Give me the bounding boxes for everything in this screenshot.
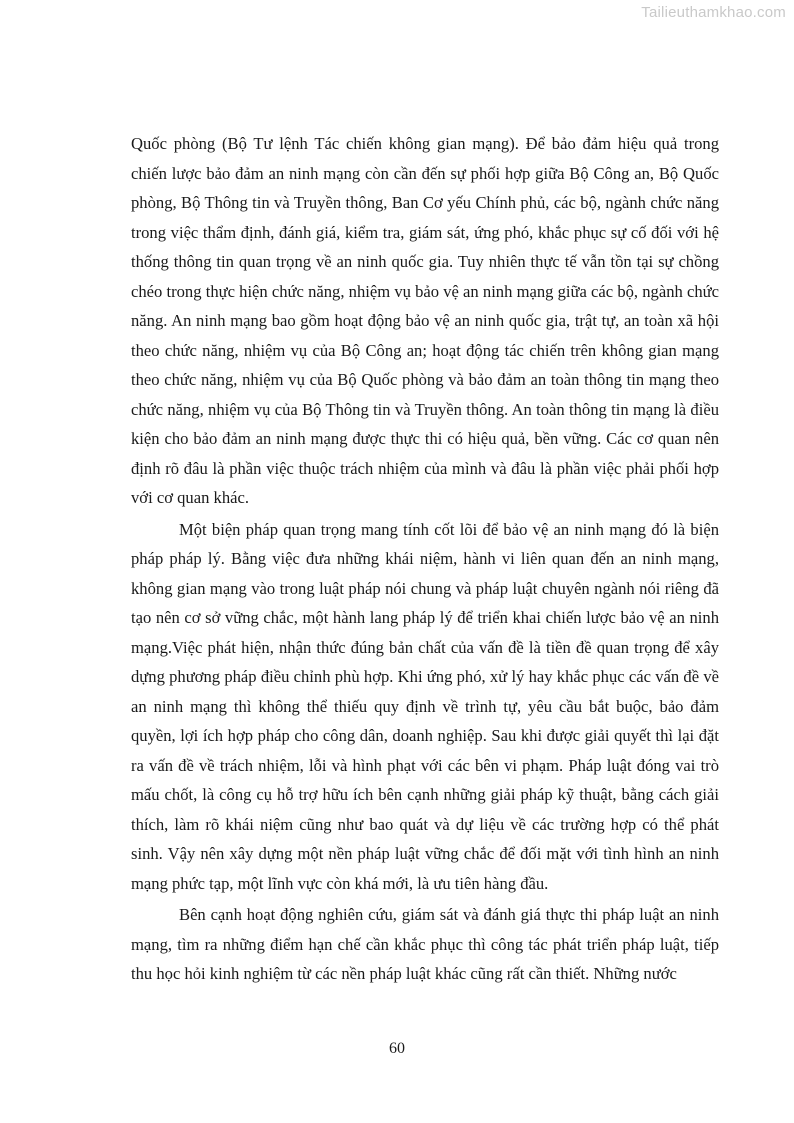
document-body	[131, 129, 719, 991]
paragraph-1: Quốc phòng (Bộ Tư lệnh Tác chiến không gian mạng). Để bảo đảm hiệu quả trong chiến lược bảo đảm an ninh mạng còn cần đến sự phối hợp giữa Bộ Công an, Bộ Quốc phòng, Bộ Thông tin và Truyền thông, Ban Cơ yếu Chính phủ, các bộ, ngành chức năng trong việc thẩm định, đánh giá, kiểm tra, giám sát, ứng phó, khắc phục sự cố đối với hệ thống thông tin quan trọng về an ninh quốc gia. Tuy nhiên thực tế vẫn tồn tại sự chồng chéo trong thực hiện chức năng, nhiệm vụ bảo vệ an ninh mạng giữa các bộ, ngành chức năng. An ninh mạng bao gồm hoạt động bảo vệ an ninh quốc gia, trật tự, an toàn xã hội theo chức năng, nhiệm vụ của Bộ Công an; hoạt động tác chiến trên không gian mạng theo chức năng, nhiệm vụ của Bộ Quốc phòng và bảo đảm an toàn thông tin mạng theo chức năng, nhiệm vụ của Bộ Thông tin và Truyền thông. An toàn thông tin mạng là điều kiện cho bảo đảm an ninh mạng được thực thi có hiệu quả, bền vững. Các cơ quan nên định rõ đâu là phần việc thuộc trách nhiệm của mình và đâu là phần việc phải phối hợp với cơ quan khác.	[131, 134, 719, 507]
watermark: Tailieuthamkhao.com	[641, 4, 786, 21]
paragraph-2: Một biện pháp quan trọng mang tính cốt lõi để bảo vệ an ninh mạng đó là biện pháp pháp lý. Bằng việc đưa những khái niệm, hành vi liên quan đến an ninh mạng, không gian mạng vào trong luật pháp nói chung và pháp luật chuyên ngành nói riêng đã tạo nên cơ sở vững chắc, một hành lang pháp lý để triển khai chiến lược bảo vệ an ninh mạng.Việc phát hiện, nhận thức đúng bản chất của vấn đề là tiền đề quan trọng để xây dựng phương pháp điều chỉnh phù hợp. Khi ứng phó, xử lý hay khắc phục các vấn đề về an ninh mạng thì không thể thiếu quy định về trình tự, yêu cầu bắt buộc, bảo đảm quyền, lợi ích hợp pháp cho công dân, doanh nghiệp. Sau khi được giải quyết thì lại đặt ra vấn đề về trách nhiệm, lỗi và hình phạt với các bên vi phạm. Pháp luật đóng vai trò mấu chốt, là công cụ hỗ trợ hữu ích bên cạnh những giải pháp kỹ thuật, bằng cách giải thích, làm rõ khái niệm cũng như bao quát và dự liệu về các trường hợp có thể phát sinh. Vậy nên xây dựng một nền pháp luật vững chắc để đối mặt với tình hình an ninh mạng phức tạp, một lĩnh vực còn khá mới, là ưu tiên hàng đầu.	[131, 519, 719, 893]
page-number: 60	[389, 1040, 405, 1057]
paragraph-3: Bên cạnh hoạt động nghiên cứu, giám sát và đánh giá thực thi pháp luật an ninh mạng, tìm ra những điểm hạn chế cần khắc phục thì công tác phát triển pháp luật, tiếp thu học hỏi kinh nghiệm từ các nền pháp luật khác cũng rất cần thiết. Những nước	[131, 905, 719, 983]
